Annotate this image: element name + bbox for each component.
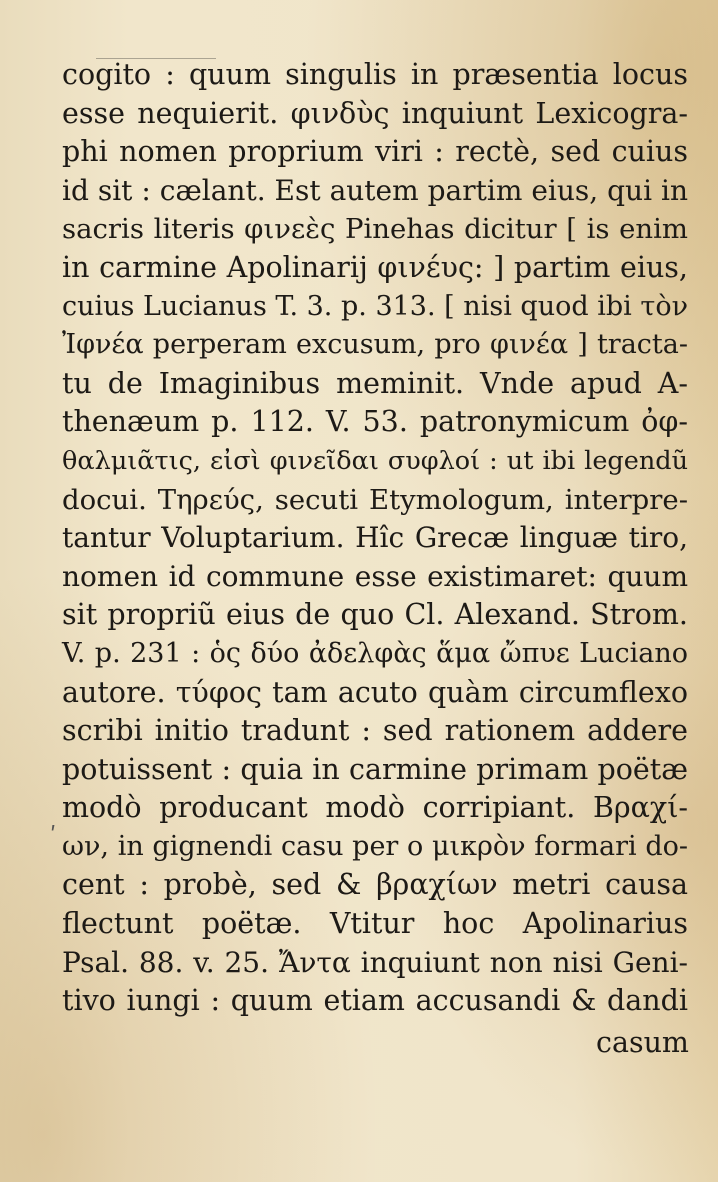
- catchword: casum: [596, 1026, 689, 1059]
- text-line: id sit : cælant. Est autem partim eius, qui in: [62, 173, 688, 207]
- margin-mark: ʹ: [50, 824, 57, 849]
- text-line: esse nequierit. φινδὺς inquiunt Lexicogra-: [62, 96, 688, 130]
- text-line: in carmine Apolinarij φινέυς: ] partim eius,: [62, 250, 688, 284]
- text-line: cuius Lucianus T. 3. p. 313. [ nisi quod ibi τὸν: [62, 290, 688, 322]
- text-line: docui. Τηρεύς, secuti Etymologum, interpre-: [62, 483, 688, 516]
- text-line: nomen id commune esse existimaret: quum: [62, 559, 688, 593]
- text-line: thenæum p. 112. V. 53. patronymicum ὀφ-: [62, 405, 688, 439]
- body-text: [62, 56, 688, 1021]
- text-line: scribi initio tradunt : sed rationem addere: [62, 714, 688, 748]
- text-line: cogito : quum singulis in præsentia locus: [62, 58, 688, 91]
- text-line: modò producant modò corripiant. Βραχί-: [62, 791, 688, 825]
- text-line: ων, in gignendi casu per ο μικρὸν formari do-: [62, 830, 688, 862]
- text-line: phi nomen proprium viri : rectè, sed cuius: [62, 135, 688, 169]
- text-line: sit propriũ eius de quo Cl. Alexand. Strom.: [62, 598, 688, 632]
- text-line: flectunt poëtæ. Vtitur hoc Apolinarius: [62, 907, 688, 941]
- text-line: tivo iungi : quum etiam accusandi & dandi: [62, 984, 688, 1018]
- text-line: Psal. 88. v. 25. Ἄντα inquiunt non nisi Geni-: [62, 945, 688, 979]
- text-line: θαλμιᾶτις, εἰσὶ φινεῖδαι συφλοί : ut ibi legendũ: [62, 445, 688, 476]
- text-line: sacris literis φινεὲς Pinehas dicitur [ is enim: [62, 213, 688, 246]
- text-line: potuissent : quia in carmine primam poëtæ: [62, 752, 688, 786]
- text-line: autore. τύφος tam acuto quàm circumflexo: [62, 675, 688, 709]
- text-line: V. p. 231 : ὁς δύο ἀδελφὰς ἅμα ὤπυε Luciano: [62, 637, 688, 669]
- text-line: cent : probè, sed & βραχίων metri causa: [62, 868, 688, 902]
- text-line: tu de Imaginibus meminit. Vnde apud A-: [62, 366, 688, 400]
- text-line: tantur Voluptarium. Hîc Grecæ linguæ tiro,: [62, 521, 688, 555]
- text-line: Ἰφνέα perperam excusum, pro φινέα ] tracta-: [62, 329, 688, 361]
